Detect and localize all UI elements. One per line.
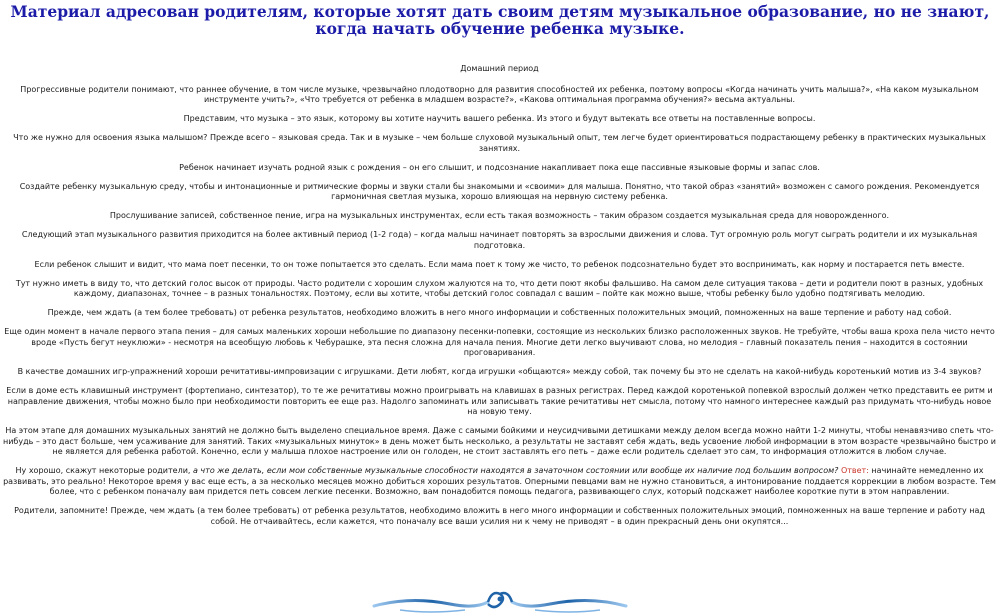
flourish-divider-icon <box>370 588 630 615</box>
qa-question: а что же делать, если мои собственные музыкальные способности находятся в зачаточном состоянии или вообще их наличие под большим вопросом? <box>192 466 839 475</box>
paragraph-5: Создайте ребенку музыкальную среду, чтобы и интонационные и ритмические формы и звуки стали бы знакомыми и «своими» для малыша. Понятно, что такой образ «занятий» возможен с самого рождения. Рекомендуется гармоничная светлая музыка, хорошо влияющая на нервную систему ребенка. <box>19 181 980 201</box>
paragraph-9: Тут нужно иметь в виду то, что детский голос высок от природы. Часто родители с хорошим слухом жалуются на то, что дети поют якобы фальшиво. На самом деле ситуация такова – дети и родители поют в разных, удобных каждому, диапазонах, точнее – в разных тональностях. Поэтому, если вы хотите, чтобы детский голос совпадал с вашим – пойте как можно выше, чтобы ребенку было удобно подтягивать мелодию. <box>15 278 984 298</box>
paragraph-2: Представим, что музыка – это язык, которому вы хотите научить вашего ребенка. Из этого и будут вытекать все ответы на поставленные вопросы. <box>183 114 816 123</box>
paragraph-8: Если ребенок слышит и видит, что мама поет песенки, то он тоже попытается это сделать. Если мама поет к тому же чисто, то ребенок подсознательно будет это воспринимать, как норму и постарается петь вместе. <box>34 259 965 269</box>
closing-paragraph: Родители, запомните! Прежде, чем ждать (а тем более требовать) от ребенка результатов, необходимо вложить в него много информации и собственных положительных эмоций, помноженных на ваше терпение и работу над собой. Не отчаивайтесь, если кажется, что поначалу все ваши усилия ни к чему не приводят – в один прекрасный день они окупятся... <box>14 506 985 526</box>
page-title: Материал адресован родителям, которые хотят дать своим детям музыкальное образование, но не знают, когда начать обучение ребенка музыке. <box>10 2 990 38</box>
qa-paragraph <box>3 466 996 498</box>
paragraph-14: На этом этапе для домашних музыкальных занятий не должно быть выделено специальное время. Даже с самыми бойкими и неусидчивыми детишками между делом всегда можно найти 1-2 минуты, чтобы ненавязчиво спеть что-нибудь – это даст больше, чем усаживание для занятий. Таких «музыкальных минуток» в день может быть несколько, а результаты не заставят себя ждать, ведь усвоение любой информации в этом возрасте чрезвычайно быстро и не является для ребенка работой. Конечно, если у малыша плохое настроение или он голоден, не стоит заставлять его петь – даже если родитель сделает это сам, то информация отложится в любом случае. <box>3 426 996 456</box>
paragraph-7: Следующий этап музыкального развития приходится на более активный период (1-2 года) – когда малыш начинает повторять за взрослыми движения и слова. Тут огромную роль могут сыграть родители и их музыкальная подготовка. <box>21 230 978 250</box>
paragraph-1: Прогрессивные родители понимают, что раннее обучение, в том числе музыке, чрезвычайно плодотворно для развития способностей их ребенка, поэтому вопросы «Когда начинать учить малыша?», «На каком музыкальном инструменте учить?», «Что требуется от ребенка в младшем возрасте?», «Какова оптимальная программа обучения?» весьма актуальны. <box>20 84 979 104</box>
paragraph-11: Еще один момент в начале первого этапа пения – для самых маленьких хороши небольшие по диапазону песенки-попевки, состоящие из нескольких близко расположенных звуков. Не требуйте, чтобы ваша кроха пела чисто нечто вроде «Пусть бегут неуклюжи» - несмотря на всеобщую любовь к Чебурашке, эта песня сложна для начала пения. Многие дети легко выучивают слова, но мелодия – главный показатель пения – находится в состоянии проговаривания. <box>4 327 995 357</box>
paragraph-3: Что же нужно для освоения языка малышом? Прежде всего – языковая среда. Так и в музыке – чем больше слуховой музыкальный опыт, тем легче будет ориентироваться подрастающему ребенку в практических музыкальных занятиях. <box>13 133 986 153</box>
section-heading: Домашний период <box>460 64 539 73</box>
paragraph-12: В качестве домашних игр-упражнений хороши речитативы-импровизации с игрушками. Дети любят, когда игрушки «общаются» между собой, так почему бы это не сделать на какой-нибудь коротенький мотив из 3-4 звуков? <box>17 367 982 376</box>
article-body <box>3 64 996 527</box>
paragraph-10: Прежде, чем ждать (а тем более требовать) от ребенка результатов, необходимо вложить в него много информации и собственных положительных эмоций, помноженных на ваше терпение и работу над собой. <box>47 308 952 317</box>
paragraph-6: Прослушивание записей, собственное пение, игра на музыкальных инструментах, если есть такая возможность – таким образом создается музыкальная среда для новорожденного. <box>109 211 890 220</box>
qa-lead: Ну хорошо, скажут некоторые родители, <box>15 466 193 475</box>
paragraph-4: Ребенок начинает изучать родной язык с рождения – он его слышит, и подсознание накапливает пока еще пассивные языковые формы и запас слов. <box>179 162 820 172</box>
answer-text: начинайте немедленно их развивать, это реально! Некоторое время у вас еще есть, а за несколько месяцев можно добиться хороших результатов. Оперными певцами вам не нужно становиться, а интонирование поддается коррекции в любом возрасте. Тем более, что с ребенком поначалу вам придется петь совсем легкие песенки. Возможно, вам понадобится помощь педагога, развивающего слух, который подскажет наиболее короткие пути в этом направлении. <box>3 466 996 496</box>
paragraph-13: Если в доме есть клавишный инструмент (фортепиано, синтезатор), то те же речитативы можно проигрывать на клавишах в разных регистрах. Перед каждой коротенькой попевкой взрослый должен четко представить ее ритм и направление движения, чтобы можно было при необходимости повторить ее еще раз. Надолго запоминать или записывать такие речитативы нет смысла, потому что намного интереснее каждый раз придумать что-нибудь новое на новую тему. <box>6 386 993 416</box>
answer-label: Ответ: <box>840 466 869 475</box>
